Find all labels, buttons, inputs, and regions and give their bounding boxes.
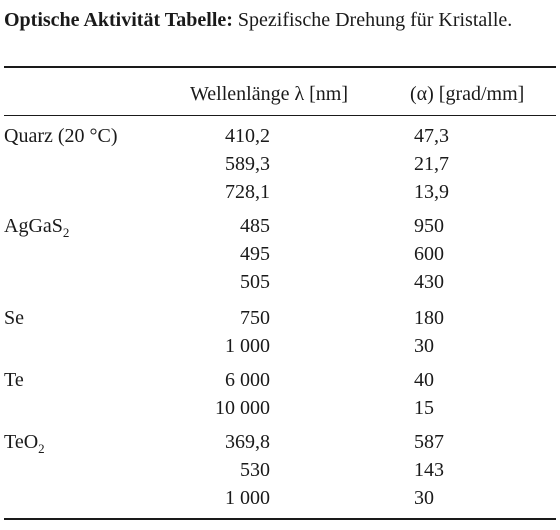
top-rule: [4, 66, 556, 68]
cell-rotation: 21,7: [414, 153, 449, 175]
header-rule: [4, 115, 556, 116]
cell-wavelength: 495: [240, 243, 270, 265]
cell-rotation: 950: [414, 215, 444, 237]
cell-rotation: 180: [414, 307, 444, 329]
cell-rotation: 600: [414, 243, 444, 265]
cell-wavelength: 728,1: [225, 181, 270, 203]
cell-wavelength: 10 000: [215, 397, 270, 419]
cell-rotation: 30: [414, 487, 434, 509]
cell-wavelength: 750: [240, 307, 270, 329]
caption-text: Spezifische Drehung für Kristalle.: [232, 9, 513, 31]
row-label-teo2: [4, 430, 45, 454]
row-label-aggas2: [4, 214, 69, 238]
header-rotation: (α) [grad/mm]: [410, 83, 525, 105]
cell-wavelength: 589,3: [225, 153, 270, 175]
cell-wavelength: 369,8: [225, 431, 270, 453]
cell-rotation: 587: [414, 431, 444, 453]
cell-rotation: 13,9: [414, 181, 449, 203]
row-label-quarz: Quarz (20 °C): [4, 125, 118, 147]
cell-wavelength: 505: [240, 271, 270, 293]
cell-wavelength: 1 000: [225, 487, 270, 509]
row-label-te: Te: [4, 369, 24, 391]
header-wavelength: Wellenlänge λ [nm]: [190, 83, 349, 105]
cell-rotation: 143: [414, 459, 444, 481]
cell-rotation: 30: [414, 335, 434, 357]
caption-label: Optische Aktivität Tabelle:: [4, 9, 233, 31]
cell-wavelength: 485: [240, 215, 270, 237]
cell-rotation: 430: [414, 271, 444, 293]
formula-main: AgGaS: [4, 215, 63, 237]
formula-subscript: 2: [62, 225, 70, 240]
cell-wavelength: 530: [240, 459, 270, 481]
formula-subscript: 2: [38, 441, 45, 456]
table-caption: [4, 6, 556, 34]
formula-main: TeO: [4, 431, 39, 453]
bottom-rule: [4, 518, 556, 520]
cell-wavelength: 1 000: [225, 335, 270, 357]
cell-rotation: 15: [414, 397, 434, 419]
cell-wavelength: 410,2: [225, 125, 270, 147]
cell-rotation: 47,3: [414, 125, 449, 147]
cell-rotation: 40: [414, 369, 434, 391]
row-label-se: Se: [4, 307, 24, 329]
cell-wavelength: 6 000: [225, 369, 270, 391]
